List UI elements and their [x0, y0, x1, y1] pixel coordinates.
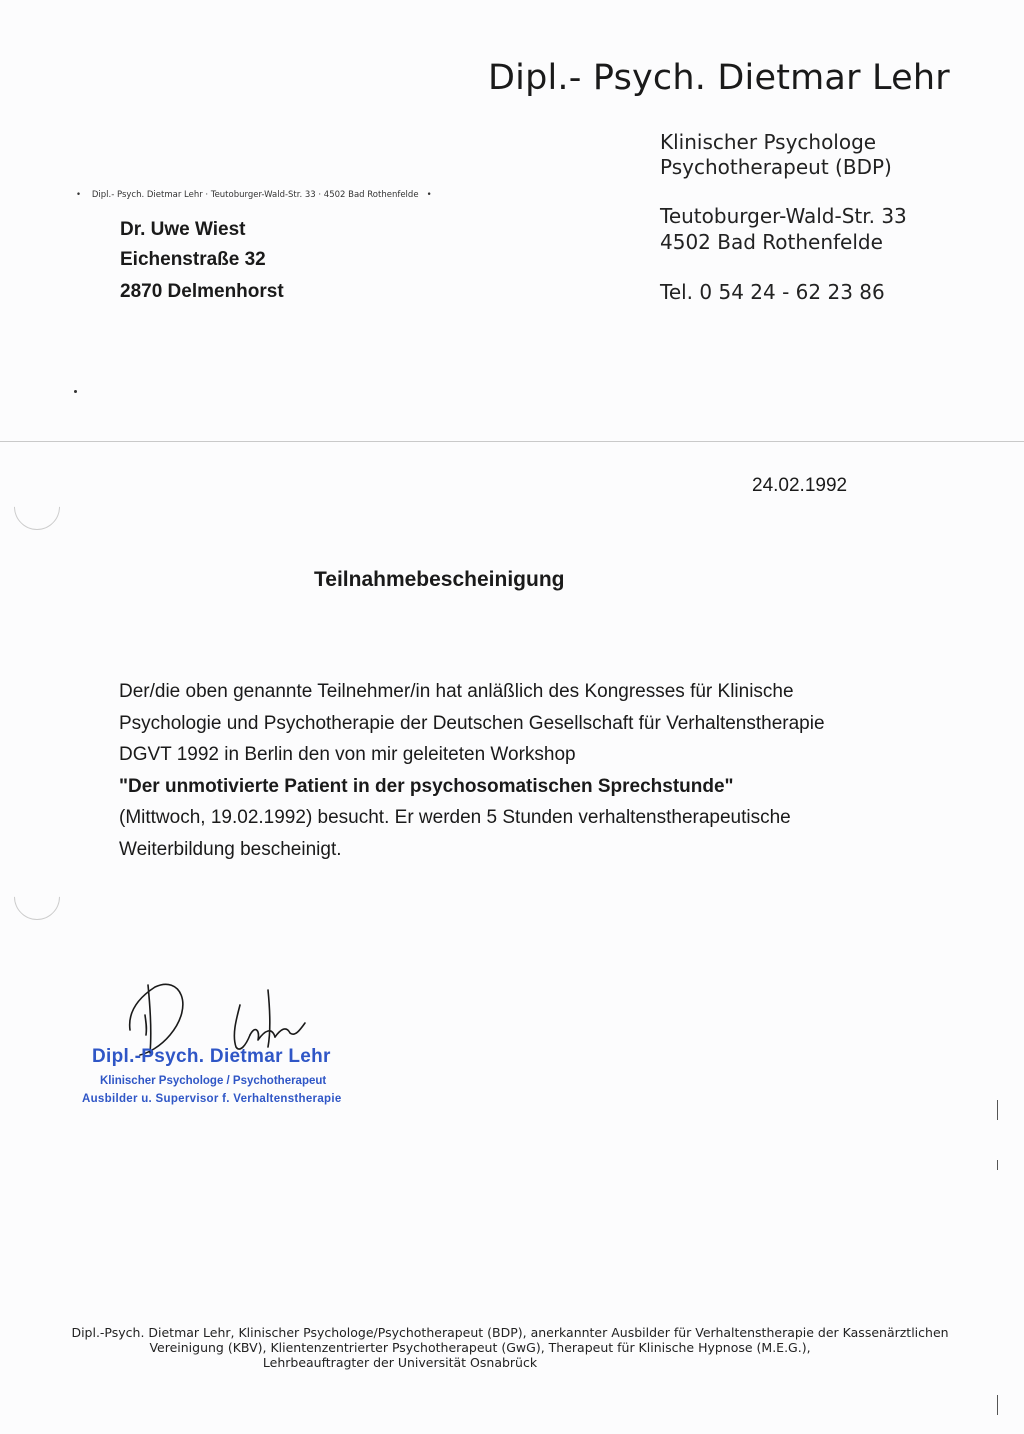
recipient-city: 2870 Delmenhorst [120, 281, 284, 302]
document-title: Teilnahmebescheinigung [314, 568, 565, 591]
body-line: DGVT 1992 in Berlin den von mir geleiteten Workshop [119, 744, 576, 765]
punch-hole-mark [4, 864, 69, 929]
letterhead-phone: Tel. 0 54 24 - 62 23 86 [660, 280, 885, 304]
edge-mark [997, 1100, 998, 1120]
letterhead-title-line1: Klinischer Psychologe [660, 130, 877, 154]
stamp-qualification: Ausbilder u. Supervisor f. Verhaltenstherapie [82, 1093, 342, 1105]
signature-stroke [268, 990, 270, 1047]
letterhead-city: 4502 Bad Rothenfelde [660, 230, 883, 254]
letter-body [119, 676, 825, 865]
stamp-title: Klinischer Psychologe / Psychotherapeut [100, 1075, 327, 1087]
body-line: Der/die oben genannte Teilnehmer/in hat anläßlich des Kongresses für Klinische [119, 681, 794, 702]
fold-line [0, 441, 1024, 442]
body-line: Psychologie und Psychotherapie der Deutschen Gesellschaft für Verhaltenstherapie [119, 712, 825, 734]
return-address-bullet-right: • [418, 190, 432, 200]
signature-stroke [250, 1030, 275, 1040]
footer-line: Dipl.-Psych. Dietmar Lehr, Klinischer Psychologe/Psychotherapeut (BDP), anerkannter Ausbilder für Verhaltenstherapie der Kassenärztlichen [71, 1325, 949, 1340]
letterhead-title-line2: Psychotherapeut (BDP) [660, 155, 892, 179]
stamp-name: Dipl.-Psych. Dietmar Lehr [92, 1046, 331, 1067]
edge-mark [997, 1160, 998, 1170]
punch-hole-mark [4, 474, 69, 539]
footer-line: Vereinigung (KBV), Klientenzentrierter Psychotherapeut (GwG), Therapeut für Klinische Hypnose (M.E.G.), [149, 1340, 811, 1355]
fold-mark-dot [74, 390, 77, 393]
signature-stroke [275, 1023, 305, 1037]
footer-line: Lehrbeauftragter der Universität Osnabrück [262, 1355, 538, 1370]
return-address [76, 190, 432, 200]
signature-stroke [234, 1005, 250, 1049]
body-line: Weiterbildung bescheinigt. [119, 838, 342, 860]
workshop-title: "Der unmotivierte Patient in der psychosomatischen Sprechstunde" [119, 775, 734, 797]
signature-stroke [148, 985, 151, 1053]
signature-stroke [145, 1015, 146, 1035]
letterhead-name: Dipl.- Psych. Dietmar Lehr [488, 58, 950, 98]
edge-mark [997, 1395, 998, 1415]
return-address-bullet-left: • [76, 190, 92, 200]
signature-stroke [130, 984, 183, 1055]
recipient-name: Dr. Uwe Wiest [120, 219, 246, 240]
recipient-street: Eichenstraße 32 [120, 249, 266, 270]
return-address-text: Dipl.- Psych. Dietmar Lehr · Teutoburger-Wald-Str. 33 · 4502 Bad Rothenfelde [91, 190, 419, 200]
letterhead-street: Teutoburger-Wald-Str. 33 [660, 204, 907, 228]
letter-date: 24.02.1992 [752, 475, 848, 496]
body-line: (Mittwoch, 19.02.1992) besucht. Er werden 5 Stunden verhaltenstherapeutische [119, 807, 791, 828]
